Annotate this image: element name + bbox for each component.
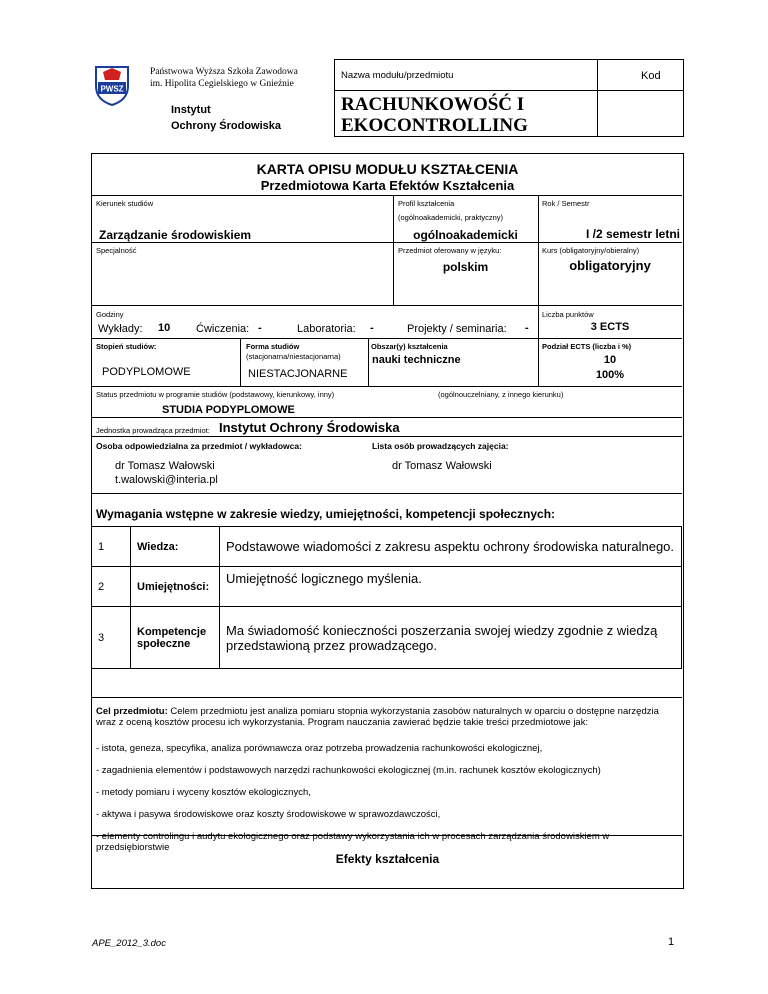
pwsz-logo <box>93 64 131 106</box>
requirement-label: Kompetencje społeczne <box>131 607 220 669</box>
punkty-label: Liczba punktów <box>542 310 594 319</box>
stopien-value: PODYPLOMOWE <box>102 366 191 378</box>
requirement-text: Ma świadomość konieczności poszerzania swojej wiedzy zgodnie z wiedzą przedstawioną przez prowadzącego. <box>220 607 682 669</box>
goal-text: Celem przedmiotu jest analiza pomiaru stopnia wykorzystania zasobów naturalnych w oparciu o dostępne narzędzia wraz z oceną kosztów procesu ich wykorzystania. Program nauczania zawierać będzie takie treści przedmiotowe jak: <box>96 706 659 728</box>
goal-item: - elementy controlingu i audytu ekologicznego oraz podstawy wykorzystania ich w procesach zarządzania środowiskiem w przedsiębiorstwie <box>96 831 610 853</box>
logo-text: PWSZ <box>100 84 124 94</box>
kurs-value: obligatoryjny <box>569 258 651 273</box>
rok-label: Rok / Semestr <box>542 199 590 208</box>
forma-value: NIESTACJONARNE <box>248 368 348 380</box>
jezyk-value: polskim <box>442 260 489 274</box>
card-title: KARTA OPISU MODUŁU KSZTAŁCENIA <box>256 161 519 177</box>
kurs-label: Kurs (obligatoryjny/obieralny) <box>542 246 640 255</box>
institute-name <box>171 102 281 134</box>
module-name <box>341 94 528 136</box>
page-number: 1 <box>668 936 675 948</box>
goal-paragraph <box>96 706 678 728</box>
profil-label: Profil kształcenia <box>398 199 455 208</box>
projekty-value: - <box>525 322 529 334</box>
stopien-label: Stopień studiów: <box>96 342 157 351</box>
module-name-line2: EKOCONTROLLING <box>341 115 528 136</box>
osoba-name: dr Tomasz Wałowski <box>115 460 215 472</box>
module-name-label: Nazwa modułu/przedmiotu <box>341 70 454 81</box>
laboratoria-label: Laboratoria: <box>297 323 356 335</box>
rok-value: I /2 semestr letni <box>585 227 680 241</box>
goal-item: - aktywa i pasywa środowiskowe oraz koszty środowiskowe w sprawozdawczości, <box>96 809 441 820</box>
school-name <box>150 66 298 90</box>
cwiczenia-label: Ćwiczenia: <box>196 323 250 335</box>
effects-title: Efekty kształcenia <box>335 852 440 866</box>
profil-value: ogólnoakademicki <box>413 228 518 242</box>
requirement-num: 2 <box>92 567 131 607</box>
requirement-num: 1 <box>92 527 131 567</box>
status-value: STUDIA PODYPLOMOWE <box>162 404 295 416</box>
cwiczenia-value: - <box>258 322 262 334</box>
requirement-text: Umiejętność logicznego myślenia. <box>220 567 682 607</box>
requirement-text: Podstawowe wiadomości z zakresu aspektu ochrony środowiska naturalnego. <box>220 527 682 567</box>
institute-line2: Ochrony Środowiska <box>171 120 282 132</box>
wyklady-value: 10 <box>158 322 171 334</box>
goal-label: Cel przedmiotu: <box>96 706 168 717</box>
forma-sub: (stacjonarna/niestacjonarna) <box>246 352 341 361</box>
school-name-line1: Państwowa Wyższa Szkoła Zawodowa <box>150 67 298 77</box>
osoba-label: Osoba odpowiedzialna za przedmiot / wykładowca: <box>96 441 302 451</box>
wyklady-label: Wykłady: <box>98 323 143 335</box>
forma-label: Forma studiów <box>246 342 300 351</box>
goal-item: - istota, geneza, specyfika, analiza porównawcza oraz potrzeba prowadzenia rachunkowości ekologicznej, <box>96 743 543 754</box>
requirement-row <box>92 527 682 567</box>
profil-sub: (ogólnoakademicki, praktyczny) <box>398 213 504 222</box>
requirement-row <box>92 607 682 669</box>
goal-item: - metody pomiaru i wyceny kosztów ekologicznych, <box>96 787 311 798</box>
podzial-value2: 100% <box>595 369 625 381</box>
specjalnosc-label: Specjalność <box>96 246 137 255</box>
requirement-label: Wiedza: <box>131 527 220 567</box>
obszar-value: nauki techniczne <box>372 354 461 366</box>
requirement-label: Umiejętności: <box>131 567 220 607</box>
requirements-table <box>91 526 682 669</box>
requirement-num: 3 <box>92 607 131 669</box>
projekty-label: Projekty / seminaria: <box>407 323 507 335</box>
footer-doc-name: APE_2012_3.doc <box>92 938 166 949</box>
laboratoria-value: - <box>370 322 374 334</box>
obszar-label: Obszar(y) kształcenia <box>371 342 448 351</box>
code-label: Kod <box>641 70 661 82</box>
podzial-label: Podział ECTS (liczba i %) <box>542 342 632 351</box>
kierunek-value: Zarządzanie środowiskiem <box>99 228 252 242</box>
osoba-email: t.walowski@interia.pl <box>115 474 218 486</box>
jezyk-label: Przedmiot oferowany w języku: <box>398 246 502 255</box>
card-subtitle: Przedmiotowa Karta Efektów Kształcenia <box>260 178 515 193</box>
goal-list <box>96 743 678 853</box>
lista-label: Lista osób prowadzących zajęcia: <box>372 441 509 451</box>
goal-item: - zagadnienia elementów i podstawowych narzędzi rachunkowości ekologicznej (m.in. rachunek kosztów ekologicznych) <box>96 765 601 776</box>
requirements-title: Wymagania wstępne w zakresie wiedzy, umiejętności, kompetencji społecznych: <box>96 507 556 521</box>
institute-line1: Instytut <box>171 104 211 116</box>
requirement-row <box>92 567 682 607</box>
module-name-line1: RACHUNKOWOŚĆ I <box>341 94 525 115</box>
jednostka-label: Jednostka prowadząca przedmiot: <box>96 426 210 435</box>
jednostka-value: Instytut Ochrony Środowiska <box>219 420 400 435</box>
punkty-value: 3 ECTS <box>590 321 630 333</box>
kierunek-label: Kierunek studiów <box>96 199 154 208</box>
status-label: Status przedmiotu w programie studiów (podstawowy, kierunkowy, inny) <box>96 390 335 399</box>
podzial-value1: 10 <box>603 354 617 366</box>
godziny-label: Godziny <box>96 310 124 319</box>
status-sub: (ogólnouczelniany, z innego kierunku) <box>438 390 564 399</box>
lista-name: dr Tomasz Wałowski <box>392 460 492 472</box>
school-name-line2: im. Hipolita Cegielskiego w Gnieźnie <box>150 79 294 89</box>
